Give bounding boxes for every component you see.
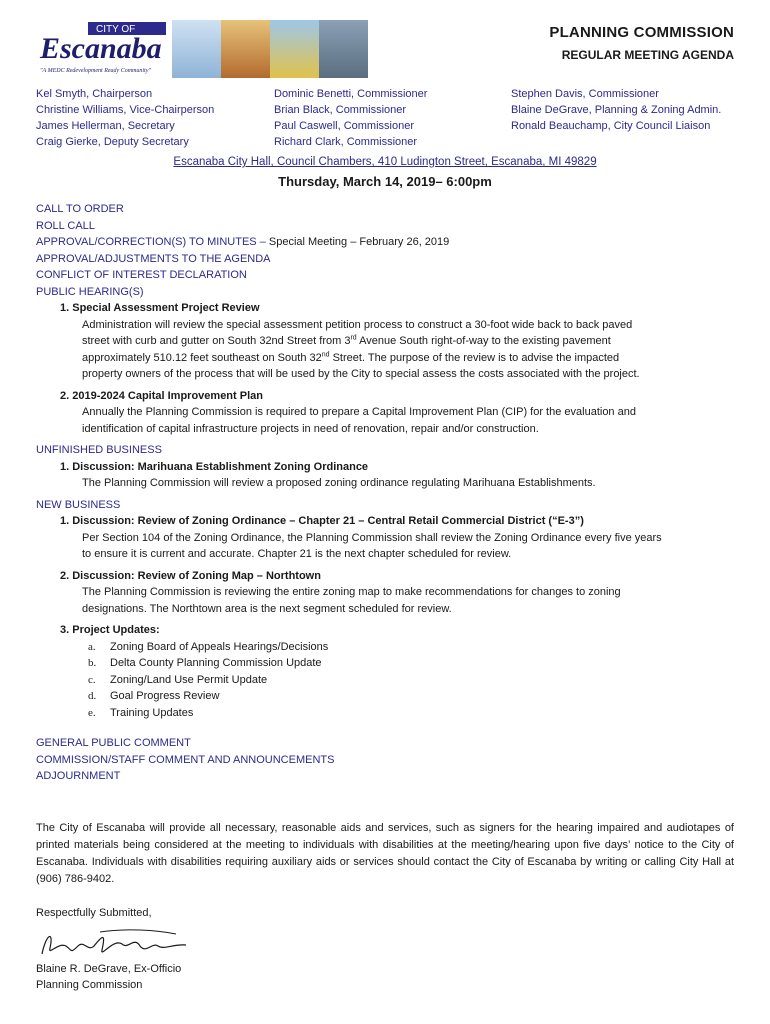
agenda-call-to-order: CALL TO ORDER [36,203,124,215]
document-subtitle: REGULAR MEETING AGENDA [561,48,734,62]
description-line: Per Section 104 of the Zoning Ordinance, the Planning Commission shall review the Zoning Ordinance every five years [82,531,662,544]
agenda-public-hearings: PUBLIC HEARING(S) [36,285,144,298]
photo-collage [172,20,368,78]
list-item-text: Zoning/Land Use Permit Update [110,673,268,686]
public-hearing-item-description [82,317,736,383]
agenda-conflict: CONFLICT OF INTEREST DECLARATION [36,269,247,281]
list-item-letter: d. [88,690,97,702]
description-line: designations. The Northtown area is the next segment scheduled for review. [82,602,452,615]
collage-photo-lighthouse [172,20,221,78]
logo-name-text: Escanaba [40,32,162,65]
list-item-letter: e. [88,706,96,719]
collage-photo-people [221,20,270,78]
project-updates-list [88,639,736,722]
agenda-minutes-label: APPROVAL/CORRECTION(S) TO MINUTES – [36,236,266,248]
list-item-text: Goal Progress Review [110,690,220,702]
new-business-item-description [82,584,736,617]
description-line: The Planning Commission is reviewing the entire zoning map to make recommendations for changes to zoning [82,586,621,598]
roster-member: Richard Clark, Commissioner [274,136,418,148]
new-business-item-title: 2. Discussion: Review of Zoning Map – Northtown [60,569,321,582]
list-item-letter: b. [88,657,97,669]
new-business-item-description [82,530,736,563]
description-text: Avenue South right-of-way to the existing pavement [356,335,611,347]
list-item [88,655,736,672]
new-business-item-title: 3. Project Updates: [60,624,160,636]
list-item-text: Delta County Planning Commission Update [110,657,322,669]
collage-photo-street [319,20,368,78]
unfinished-item-title: 1. Discussion: Marihuana Establishment Zoning Ordinance [60,460,369,473]
roster-column-officers [36,86,214,150]
roster-column-staff [511,86,721,134]
agenda-minutes [36,234,736,251]
signer-block [36,961,181,993]
document-title: PLANNING COMMISSION [549,24,734,41]
list-item-text: Zoning Board of Appeals Hearings/Decisions [110,640,329,653]
list-item-letter: a. [88,640,96,653]
description-text: street with curb and gutter on South 32nd Street from 3 [82,335,351,347]
ordinal-suffix: nd [321,350,330,358]
list-item [88,705,736,722]
list-item [88,639,736,656]
roster-column-commissioners [274,86,427,150]
roster-member: Stephen Davis, Commissioner [511,88,659,100]
description-line [82,333,736,350]
roster-member: Dominic Benetti, Commissioner [274,88,428,100]
agenda-commission-comment: COMMISSION/STAFF COMMENT AND ANNOUNCEMENTS [36,753,335,766]
list-item [88,672,736,689]
roster-member: Ronald Beauchamp, City Council Liaison [511,120,711,132]
roster-member: James Hellerman, Secretary [36,120,175,132]
agenda-body [36,201,736,785]
ordinal-suffix: rd [350,334,357,342]
roster-member: Christine Williams, Vice-Chairperson [36,104,215,116]
accessibility-notice: The City of Escanaba will provide all necessary, reasonable aids and services, such as signers for the hearing impaired and audiotapes of printed materials being considered at the meeting to individuals with disabilities at the meeting/hearing upon five days’ notice to the City of Escanaba. Individuals with disabilities requiring auxiliary aids or services should contact the City of Escanaba by writing or calling City Hall at (906) 786-9402. [36,822,734,885]
roster-member: Paul Caswell, Commissioner [274,120,414,132]
list-item-text: Training Updates [110,706,194,719]
public-hearing-item-title: 1. Special Assessment Project Review [60,302,260,314]
agenda-adjustments: APPROVAL/ADJUSTMENTS TO THE AGENDA [36,252,271,265]
agenda-public-comment: GENERAL PUBLIC COMMENT [36,737,191,749]
roster-member: Craig Gierke, Deputy Secretary [36,136,189,148]
meeting-date: Thursday, March 14, 2019– 6:00pm [278,174,492,189]
agenda-minutes-detail: Special Meeting – February 26, 2019 [265,236,450,248]
agenda-unfinished-business: UNFINISHED BUSINESS [36,444,162,456]
roster-member: Blaine DeGrave, Planning & Zoning Admin. [511,104,722,116]
logo-tagline-text: "A MEDC Redevelopment Ready Community" [40,68,151,74]
description-line: to ensure it is current and accurate. Chapter 21 is the next chapter scheduled for review. [82,548,512,560]
description-text: approximately 510.12 feet southeast on South 32 [82,351,322,364]
public-hearing-item-description [82,404,736,437]
roster-member: Brian Black, Commissioner [274,104,407,116]
description-line: Administration will review the special assessment petition process to construct a 30-foot wide back to back paved [82,318,633,331]
list-item [88,688,736,705]
agenda-new-business: NEW BUSINESS [36,498,121,511]
roster-member: Kel Smyth, Chairperson [36,88,153,100]
description-line: identification of capital infrastructure projects in need of renovation, repair and/or construction. [82,422,539,435]
collage-photo-sailboat [270,20,319,78]
signer-role: Planning Commission [36,979,143,991]
logo-city-text: CITY OF [96,24,136,35]
description-line: Annually the Planning Commission is required to prepare a Capital Improvement Plan (CIP) for the evaluation and [82,406,636,418]
signer-name: Blaine R. DeGrave, Ex-Officio [36,963,182,975]
city-logo [36,20,170,82]
agenda-roll-call: ROLL CALL [36,219,95,232]
handwritten-signature [36,924,196,964]
public-hearing-item-title: 2. 2019-2024 Capital Improvement Plan [60,389,263,402]
new-business-item-title: 1. Discussion: Review of Zoning Ordinance – Chapter 21 – Central Retail Commercial District (“E-3”) [60,515,584,527]
unfinished-item-description: The Planning Commission will review a proposed zoning ordinance regulating Marihuana Establishments. [82,477,596,489]
closing-text: Respectfully Submitted, [36,907,152,919]
description-line: property owners of the process that will be used by the City to special assess the costs associated with the project. [82,368,640,380]
meeting-address: Escanaba City Hall, Council Chambers, 410 Ludington Street, Escanaba, MI 49829 [173,156,597,168]
description-text: Street. The purpose of the review is to advise the impacted [329,351,620,364]
list-item-letter: c. [88,673,96,686]
agenda-adjournment: ADJOURNMENT [36,770,121,782]
description-line [82,350,736,367]
